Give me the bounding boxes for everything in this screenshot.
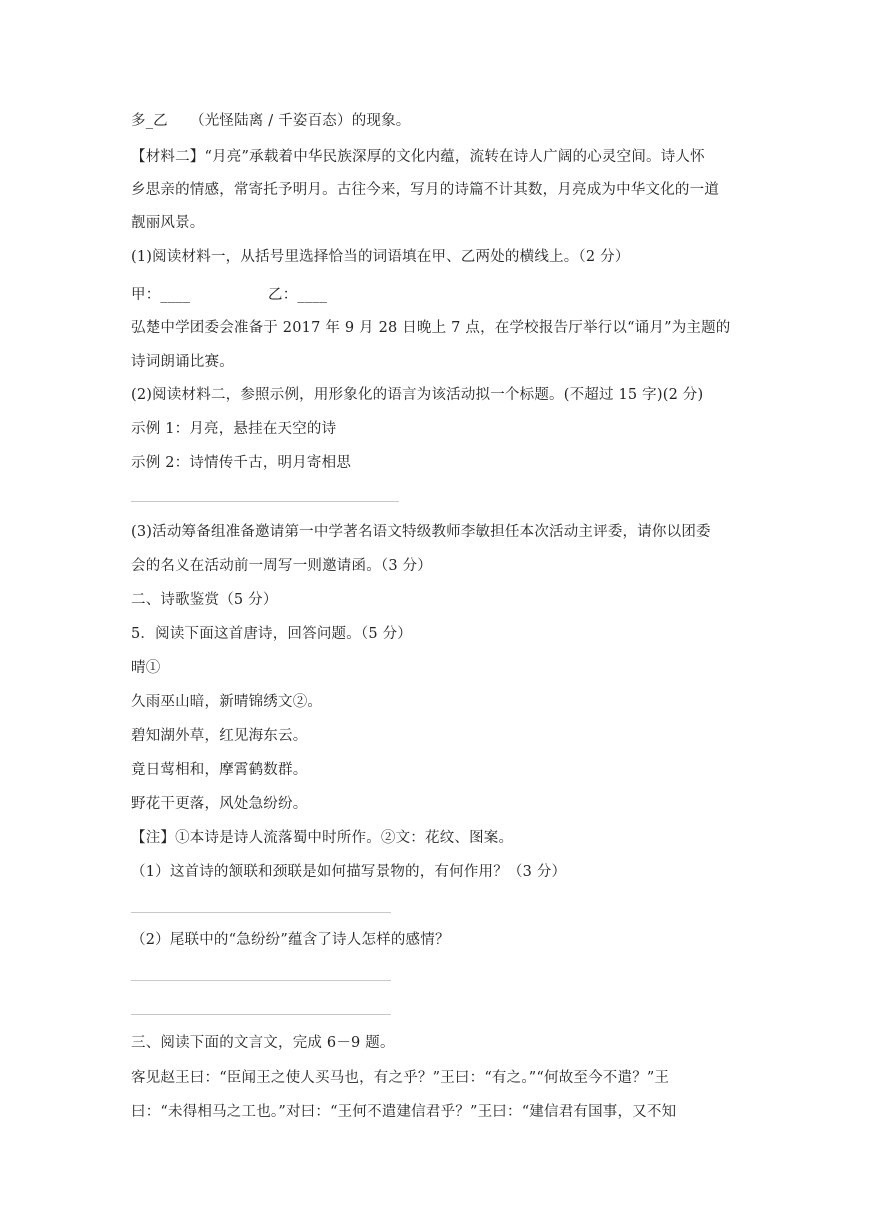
text-line: 多_乙 （光怪陆离 / 千姿百态）的现象。 <box>131 113 411 129</box>
text-line: 诗词朗诵比赛。 <box>131 354 234 370</box>
answer-line <box>131 1014 391 1015</box>
question-2-prompt: (2)阅读材料二，参照示例，用形象化的语言为该活动拟一个标题。(不超过 15 字)(2 分) <box>131 387 704 403</box>
text-line: 乡思亲的情感，常寄托予明月。古往今来，写月的诗篇不计其数，月亮成为中华文化的一道 <box>131 182 719 198</box>
text-line: 靓丽风景。 <box>131 215 205 231</box>
answer-line <box>131 912 391 913</box>
poem-line: 碧知湖外草，红见海东云。 <box>131 728 308 744</box>
text-line: 弘楚中学团委会准备于 2017 年 9 月 28 日晚上 7 点，在学校报告厅举行以“诵月”为主题的 <box>131 320 731 336</box>
text-line: 会的名义在活动前一周写一则邀请函。（3 分） <box>131 558 432 574</box>
answer-line <box>131 980 391 981</box>
question-3-prompt: (3)活动筹备组准备邀请第一中学著名语文特级教师李敏担任本次活动主评委，请你以团委 <box>131 524 711 540</box>
fill-in-yi: 乙：____ <box>268 287 328 303</box>
section-heading-poetry: 二、诗歌鉴赏（5 分） <box>131 592 278 608</box>
answer-line <box>131 501 399 502</box>
poem-line: 久雨巫山暗，新晴锦绣文②。 <box>131 694 323 710</box>
text-line: 曰：“未得相马之工也。”对曰：“王何不遣建信君乎？”王曰：“建信君有国事，又不知 <box>131 1104 677 1120</box>
text-line: 【材料二】“月亮”承载着中华民族深厚的文化内蕴，流转在诗人广阔的心灵空间。诗人怀 <box>131 149 705 165</box>
poem-note: 【注】①本诗是诗人流落蜀中时所作。②文：花纹、图案。 <box>131 830 514 846</box>
text-line: 客见赵王曰：“臣闻王之使人买马也，有之乎？”王曰：“有之。”“何故至今不遣？”王 <box>131 1070 670 1086</box>
poem-line: 野花干更落，风处急纷纷。 <box>131 796 308 812</box>
poem-title: 晴① <box>131 660 161 676</box>
question-5-2-prompt: （2）尾联中的“急纷纷”蕴含了诗人怎样的感情？ <box>131 932 450 948</box>
question-5-1-prompt: （1）这首诗的颔联和颈联是如何描写景物的，有何作用？（3 分） <box>131 864 567 880</box>
question-1-prompt: (1)阅读材料一，从括号里选择恰当的词语填在甲、乙两处的横线上。（2 分） <box>131 249 630 265</box>
question-5-prompt: 5．阅读下面这首唐诗，回答问题。（5 分） <box>131 626 413 642</box>
fill-in-jia: 甲：____ <box>131 287 191 303</box>
example-2: 示例 2：诗情传千古，明月寄相思 <box>131 455 352 471</box>
poem-line: 竟日莺相和，摩霄鹤数群。 <box>131 762 308 778</box>
section-heading-classical: 三、阅读下面的文言文，完成 6－9 题。 <box>131 1035 395 1051</box>
example-1: 示例 1：月亮，悬挂在天空的诗 <box>131 421 337 437</box>
